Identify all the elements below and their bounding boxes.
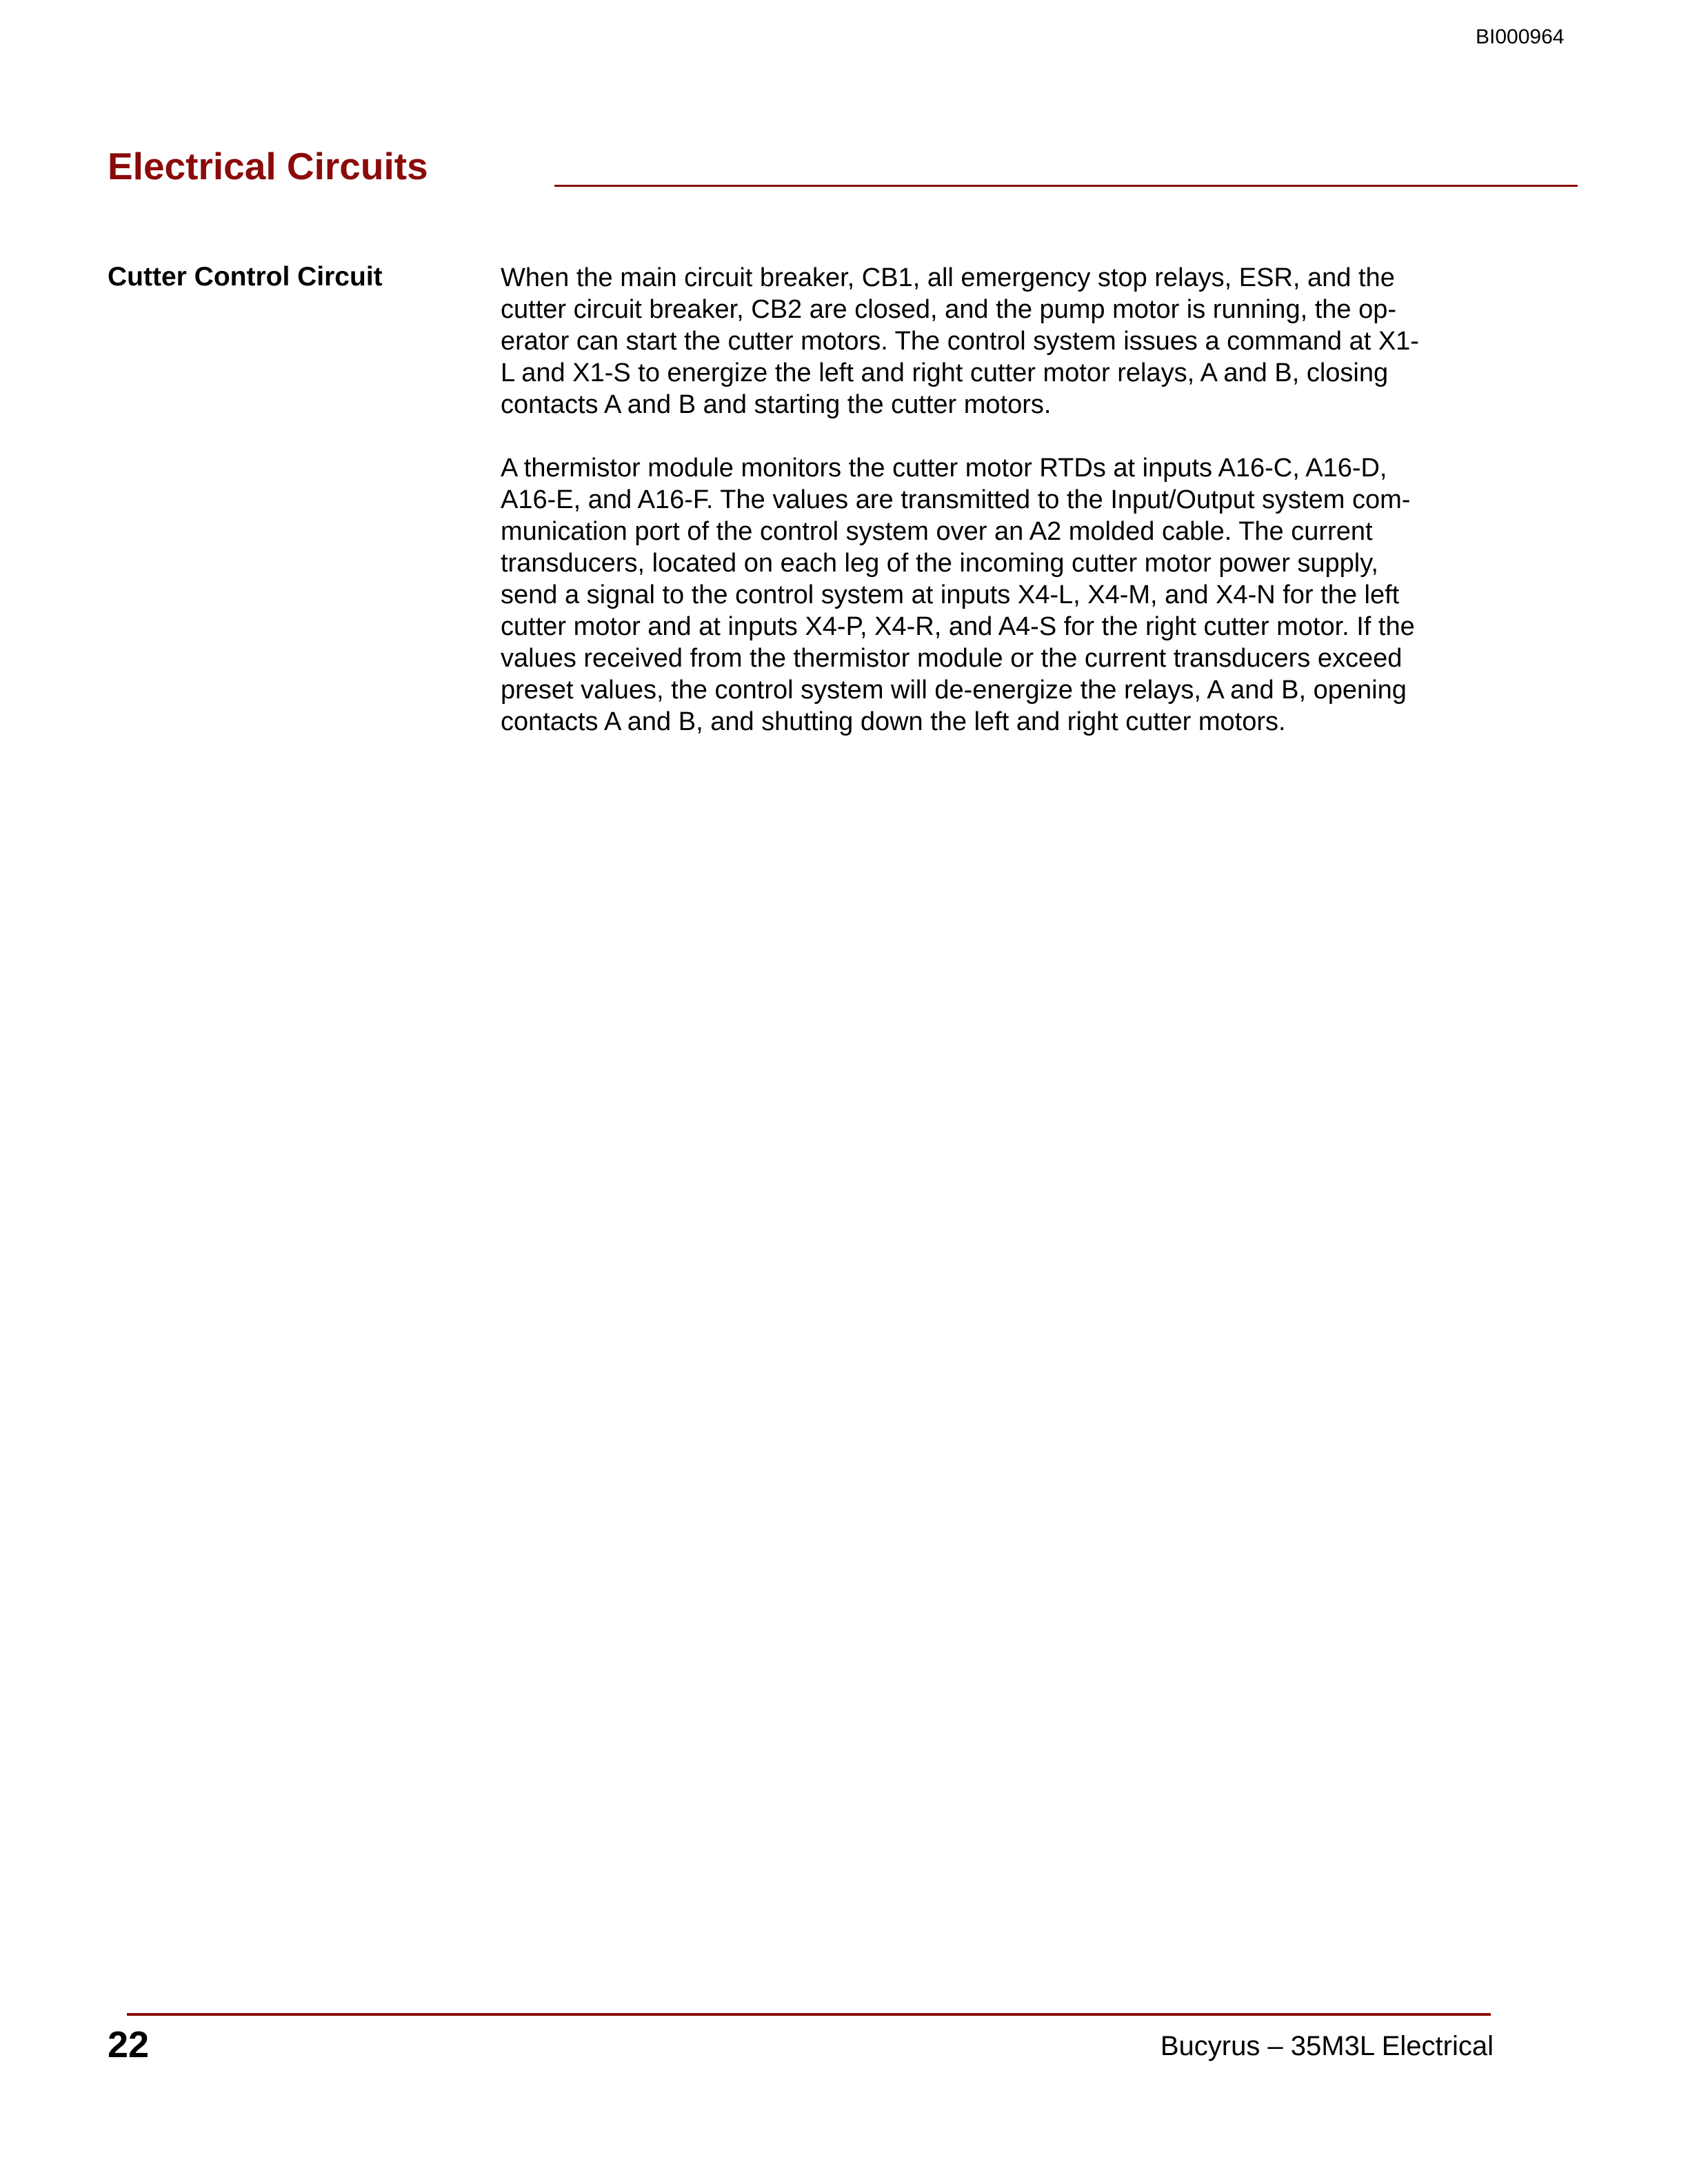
section-header xyxy=(108,143,1473,189)
section-title: Electrical Circuits xyxy=(108,145,428,188)
body-paragraph: When the main circuit breaker, CB1, all emergency stop relays, ESR, and the cutter circuit breaker, CB2 are closed, and the pump motor is running, the op- erator can start the cutter motors. The control system issues a command at X1- L and X1-S to energize the left and right cutter motor relays, A and B, closing contacts A and B and starting the cutter motors. xyxy=(501,263,1419,419)
topic-heading: Cutter Control Circuit xyxy=(108,262,383,292)
section-title-rule xyxy=(554,185,1578,187)
topic-body xyxy=(501,262,1480,769)
body-paragraph: A thermistor module monitors the cutter motor RTDs at inputs A16-C, A16-D, A16-E, and A16-F. The values are transmitted to the Input/Output system com- munication port of the control system over an A2 molded cable. The current transducers, located on each leg of the incoming cutter motor power supply, send a signal to the control system at inputs X4-L, X4-M, and X4-N for the left cutter motor and at inputs X4-P, X4-R, and A4-S for the right cutter motor. If the values received from the thermistor module or the current transducers exceed preset values, the control system will de-energize the relays, A and B, opening contacts A and B, and shutting down the left and right cutter motors. xyxy=(501,454,1415,736)
document-id: BI000964 xyxy=(1476,26,1565,48)
page-number: 22 xyxy=(108,2024,150,2065)
footer-title: Bucyrus – 35M3L Electrical xyxy=(1160,2031,1494,2061)
footer-rule xyxy=(127,2013,1491,2016)
